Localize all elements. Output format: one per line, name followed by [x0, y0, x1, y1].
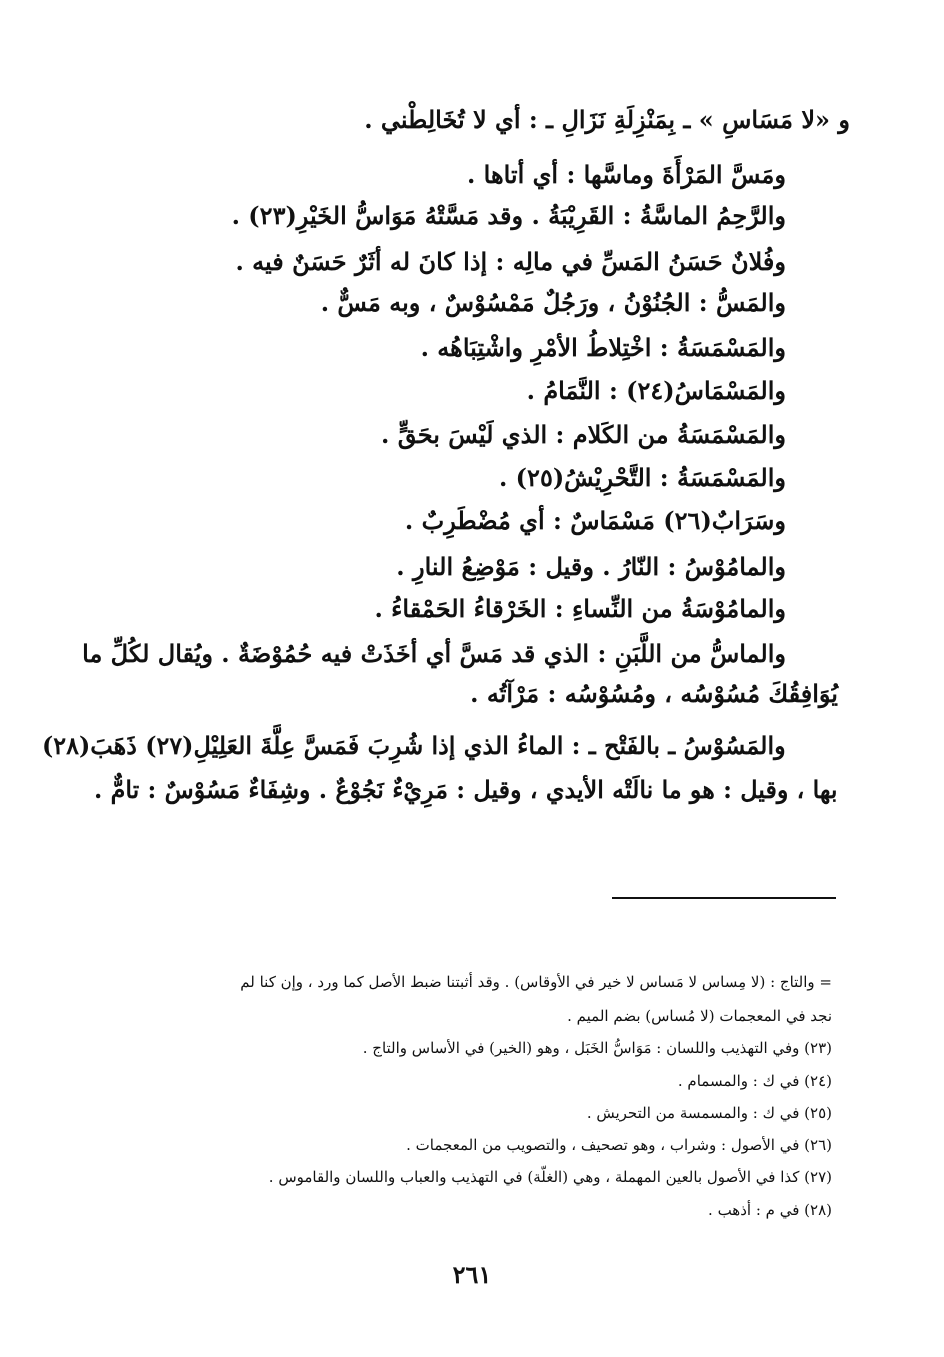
page-number: ٢٦١: [452, 1260, 492, 1289]
footnote-line: (٢٦) في الأصول : وشراب ، وهو تصحيف ، والتصويب من المعجمات .: [406, 1136, 832, 1154]
text-line: والمَسُّ : الجُنُوْنُ ، ورَجُلٌ مَمْسُوْسٌ ، وبه مَسٌّ .: [320, 288, 786, 317]
footnote-line: (٢٨) في م : أذهب .: [708, 1201, 832, 1219]
text-line: والمَسُوْسُ ـ بالفَتْح ـ : الماءُ الذي إذا شُرِبَ فَمَسَّ عِلَّةَ العَلِيْلِ(٢٧) ذَهَبَ(٢٨): [42, 731, 787, 760]
text-line: والمَسْمَسَةُ : اخْتِلاطُ الأمْرِ واشْتِبَاهُه .: [420, 333, 786, 362]
footnote-line: (٢٣) وفي التهذيب واللسان : مَوَاسُّ الخَبَل ، وهو (الخير) في الأساس والتاج .: [362, 1039, 832, 1057]
footnote-line: نجد في المعجمات (لا مُساس) بضم الميم .: [567, 1007, 832, 1025]
text-line: وسَرَابٌ(٢٦) مَسْمَاسٌ : أي مُضْطَرِبٌ .: [404, 506, 786, 535]
text-line: والمَسْمَسَةُ : التَّحْرِيْشُ(٢٥) .: [498, 463, 786, 492]
text-line: بها ، وقيل : هو ما نالَتْه الأيدي ، وقيل : مَرِيْءٌ نَجُوْعٌ . وشِفَاءٌ مَسُوْسٌ : تامٌّ .: [94, 775, 838, 804]
footnote-separator: [612, 897, 836, 899]
text-line: و «لا مَسَاسِ » ـ بِمَنْزِلَةِ نَزَالِ ـ : أي لا تُخَالِطْني .: [364, 105, 850, 134]
text-line: والمَسْمَاسُ(٢٤) : النَّمَامُ .: [526, 376, 786, 405]
text-line: والمامُوْسَةُ من النِّساءِ : الخَرْقاءُ الحَمْقاءُ .: [374, 594, 786, 623]
text-line: والماسُّ من اللَّبَنِ : الذي قد مَسَّ أي أخَذَتْ فيه حُمُوْضَةٌ . ويُقال لكُلِّ ما: [82, 639, 786, 668]
footnote-line: (٢٥) في ك : والمسمسة من التحريش .: [586, 1104, 832, 1122]
text-line: وفُلانٌ حَسَنُ المَسِّ في مالِه : إذا كانَ له أثَرٌ حَسَنٌ فيه .: [235, 247, 786, 276]
text-line: والمَسْمَسَةُ من الكَلام : الذي لَيْسَ بحَقٍّ .: [381, 420, 786, 449]
footnote-line: (٢٧) كذا في الأصول بالعين المهملة ، وهي (الغلّة) في التهذيب والعباب واللسان والقاموس .: [268, 1168, 832, 1186]
footnote-line: (٢٤) في ك : والمسمام .: [677, 1072, 832, 1090]
text-line: والرَّحِمُ الماسَّةُ : القَرِيْبَةُ . وقد مَسَّتْهُ مَوَاسُّ الخَيْرِ(٢٣) .: [231, 201, 786, 230]
text-line: والمامُوْسُ : النّارُ . وقيل : مَوْضِعُ النارِ .: [396, 552, 786, 581]
footnote-line: = والتاج : (لا مِساس لا مَساس لا خير في الأوقاس) . وقد أثبتنا ضبط الأصل كما ورد ، وإن كنا لم: [240, 973, 832, 991]
text-line: ومَسَّ المَرْأَةَ وماسَّها : أي أتاها .: [466, 160, 786, 189]
text-line: يُوَافِقُكَ مُسُوْسُه ، ومُسُوْسُه : مَرْآتُه .: [470, 679, 838, 708]
